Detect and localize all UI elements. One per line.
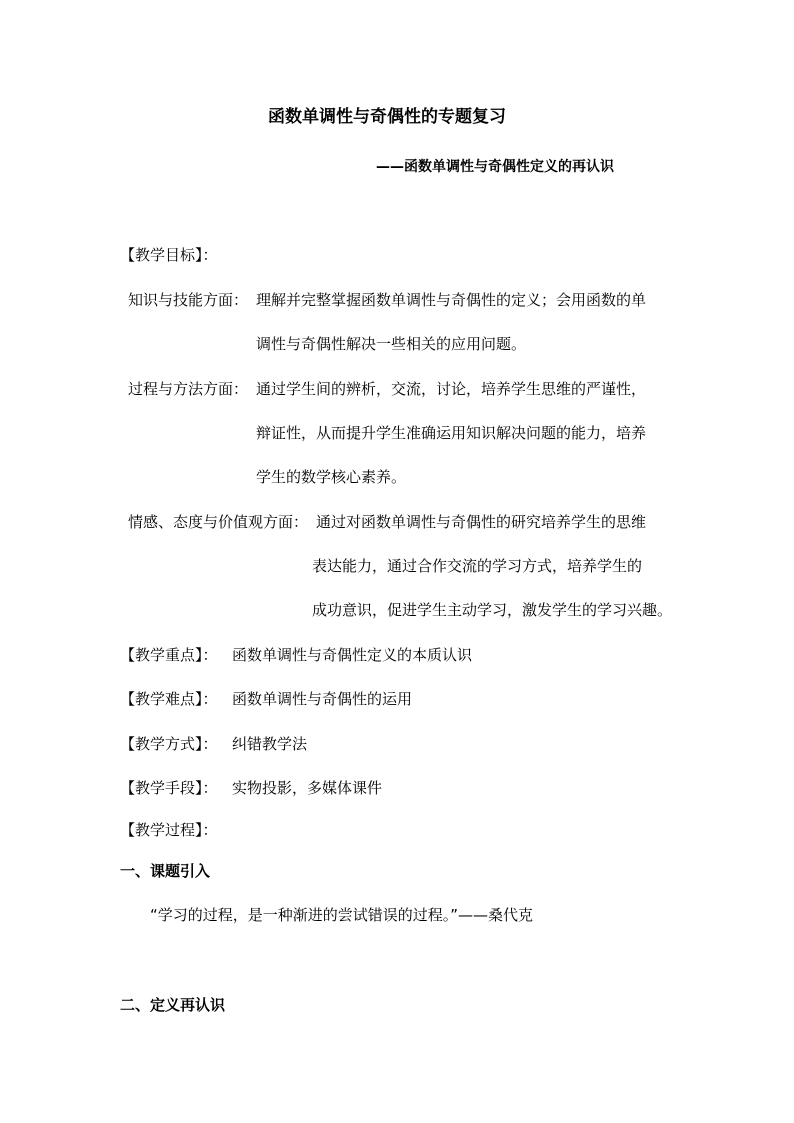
emotion-line-2: 表达能力，通过合作交流的学习方式，培养学生的 (312, 557, 643, 575)
process-label: 过程与方法方面： (128, 380, 249, 398)
section-2-heading: 二、定义再认识 (120, 996, 226, 1014)
process-line-1: 通过学生间的辨析，交流，讨论，培养学生思维的严谨性， (256, 380, 647, 398)
emotion-label: 情感、态度与价值观方面： (128, 513, 309, 531)
document-subtitle: ——函数单调性与奇偶性定义的再认识 (376, 159, 614, 175)
section-1-heading: 一、课题引入 (120, 862, 211, 880)
difficulty-value: 函数单调性与奇偶性的运用 (232, 690, 413, 708)
process-line-2: 辩证性，从而提升学生准确运用知识解决问题的能力，培养 (256, 424, 647, 442)
means-value: 实物投影，多媒体课件 (232, 779, 383, 797)
knowledge-line-2: 调性与奇偶性解决一些相关的应用问题。 (256, 335, 527, 353)
emotion-line-1: 通过对函数单调性与奇偶性的研究培养学生的思维 (316, 513, 647, 531)
knowledge-label: 知识与技能方面： (128, 291, 249, 309)
method-value: 纠错教学法 (232, 735, 308, 753)
process-heading: 【教学过程】： (120, 821, 218, 839)
knowledge-line-1: 理解并完整掌握函数单调性与奇偶性的定义；会用函数的单 (256, 291, 647, 309)
emotion-line-3: 成功意识，促进学生主动学习，激发学生的学习兴趣。 (312, 601, 673, 619)
method-label: 【教学方式】： (120, 735, 218, 753)
key-point-label: 【教学重点】： (120, 646, 218, 664)
section-1-quote: “学习的过程，是一种渐进的尝试错误的过程。”——桑代克 (150, 906, 534, 924)
means-label: 【教学手段】： (120, 779, 218, 797)
objectives-heading: 【教学目标】： (120, 246, 218, 264)
process-line-3: 学生的数学核心素养。 (256, 468, 407, 486)
key-point-value: 函数单调性与奇偶性定义的本质认识 (232, 646, 473, 664)
difficulty-label: 【教学难点】： (120, 690, 218, 708)
document-title: 函数单调性与奇偶性的专题复习 (268, 107, 506, 127)
